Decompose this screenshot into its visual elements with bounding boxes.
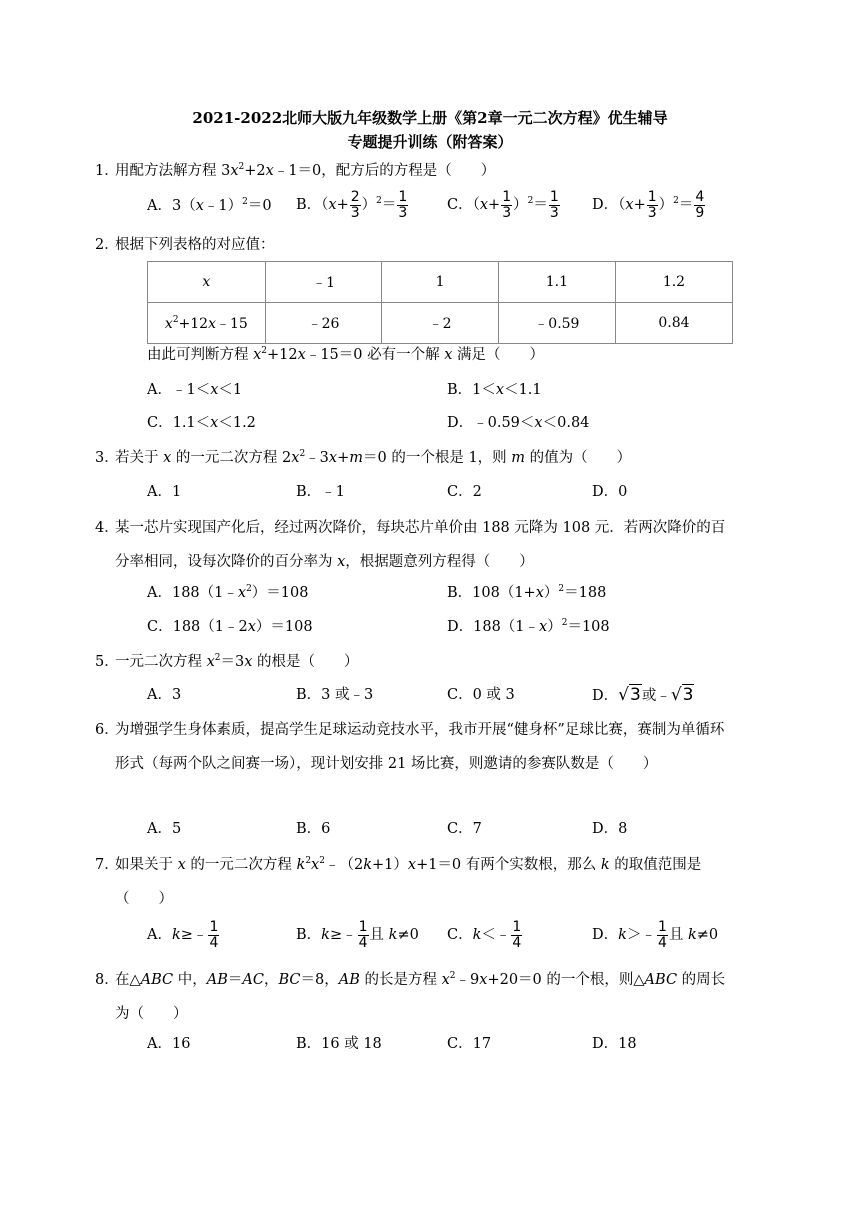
table-cell: $x^2+12x﹣15$: [148, 303, 266, 344]
value-table: [147, 261, 733, 344]
table-cell: 1.1: [498, 262, 615, 303]
q2-option-a[interactable]: A．﹣1＜x＜1: [147, 382, 243, 398]
q6-option-b[interactable]: B．6: [296, 821, 331, 837]
question-3-stem: 若关于 x 的一元二次方程 $2x^2﹣3x+m=0$ 的一个根是 1，则 m 的值为（ ）: [115, 449, 632, 466]
q6-option-d[interactable]: D．8: [592, 821, 628, 837]
q3-option-a[interactable]: A．1: [147, 484, 182, 500]
page-title: 2021-2022北师大版九年级数学上册《第2章一元二次方程》优生辅导: [192, 109, 668, 127]
question-number: 7．: [95, 857, 119, 873]
table-cell: ﹣0.59: [498, 303, 615, 344]
sqrt-symbol: √3: [618, 685, 641, 705]
question-2-stem: 根据下列表格的对应值：: [115, 237, 275, 253]
question-2-follow: 由此可判断方程 $x^2+12x﹣15=0$ 必有一个解 x 满足（ ）: [147, 346, 545, 363]
q6-option-a[interactable]: A．5: [147, 821, 182, 837]
q4-option-b[interactable]: B．$108(1+x)^2=188$: [447, 584, 607, 601]
q3-option-c[interactable]: C．2: [447, 484, 482, 500]
table-cell: ﹣1: [265, 262, 382, 303]
q7-option-c[interactable]: C．k＜﹣ $\frac{1}{4}$: [447, 918, 522, 951]
q7-option-d[interactable]: D．k＞﹣ $\frac{1}{4}$ 且 k≠0: [592, 918, 719, 951]
table-row: [148, 262, 733, 303]
question-3: [95, 441, 735, 475]
table-row: [148, 303, 733, 344]
q8-option-d[interactable]: D．18: [592, 1036, 637, 1052]
q8-option-b[interactable]: B．16 或 18: [296, 1036, 382, 1052]
table-cell: x: [148, 262, 266, 303]
table-cell: 0.84: [615, 303, 732, 344]
q5-option-b[interactable]: B．3 或﹣3: [296, 687, 374, 703]
q5-option-c[interactable]: C．0 或 3: [447, 687, 515, 703]
q3-option-d[interactable]: D．0: [592, 484, 628, 500]
q7-option-a[interactable]: A．k≥﹣ $\frac{1}{4}$: [147, 918, 219, 951]
question-6-stem: 为增强学生身体素质，提高学生足球运动竞技水平，我市开展“健身杯”足球比赛，赛制为单循环形式（每两个队之间赛一场），现计划安排 21 场比赛，则邀请的参赛队数是（ ）: [115, 722, 725, 772]
question-number: 6．: [95, 722, 119, 738]
q2-option-c[interactable]: C．1.1＜x＜1.2: [147, 415, 256, 431]
q8-option-c[interactable]: C．17: [447, 1036, 492, 1052]
question-4: [95, 511, 735, 579]
table-cell: ﹣2: [382, 303, 498, 344]
q5-option-a[interactable]: A．3: [147, 687, 182, 703]
q2-option-b[interactable]: B．1＜x＜1.1: [447, 382, 542, 398]
question-5: [95, 645, 735, 679]
question-number: 4．: [95, 520, 119, 536]
q8-option-a[interactable]: A．16: [147, 1036, 191, 1052]
q1-option-d[interactable]: D．（x+ $\frac{1}{3}$ ）$^2$＝ $\frac{4}{9}$: [592, 188, 705, 221]
question-4-stem: 某一芯片实现国产化后，经过两次降价，每块芯片单价由 188 元降为 108 元．若两次降价的百分率相同，设每次降价的百分率为 x，根据题意列方程得（ ）: [115, 520, 726, 570]
question-5-stem: 一元二次方程 $x^2=3x$ 的根是（ ）: [115, 653, 359, 670]
sqrt-symbol: √3: [670, 685, 694, 705]
question-number: 8．: [95, 972, 119, 988]
q2-option-d[interactable]: D．﹣0.59＜x＜0.84: [447, 415, 590, 431]
q1-option-c[interactable]: C．（x+ $\frac{1}{3}$ ）$^2$＝ $\frac{1}{3}$: [447, 188, 559, 221]
question-1-stem: 用配方法解方程 $3x^2+2x﹣1=0$，配方后的方程是（ ）: [115, 162, 496, 179]
question-1: [95, 154, 735, 188]
question-number: 2．: [95, 237, 119, 253]
question-8: [95, 963, 735, 1031]
q3-option-b[interactable]: B．﹣1: [296, 484, 345, 500]
table-cell: ﹣26: [265, 303, 382, 344]
q7-option-b[interactable]: B．k≥﹣ $\frac{1}{4}$ 且 k≠0: [296, 918, 419, 951]
q4-option-d[interactable]: D．188（1﹣x）$^2$＝108: [447, 618, 610, 635]
page-subtitle: 专题提升训练（附答案）: [347, 133, 513, 151]
question-7-stem: 如果关于 x 的一元二次方程 $k^2x^2﹣(2k+1)x+1=0$ 有两个实数根，那么 k 的取值范围是（ ）: [115, 856, 702, 907]
question-number: 5．: [95, 654, 119, 670]
q4-option-a[interactable]: A．$188(1﹣x^2)=108$: [147, 584, 309, 601]
question-number: 1．: [95, 163, 119, 179]
question-2: [95, 228, 735, 262]
question-number: 3．: [95, 450, 119, 466]
question-7: [95, 848, 735, 916]
q1-option-a[interactable]: A．3（x﹣1）$^2$＝0: [147, 197, 272, 214]
q4-option-c[interactable]: C．188（1﹣2x）＝108: [147, 619, 313, 635]
q1-option-b[interactable]: B．（x+ $\frac{2}{3}$ ）$^2$＝ $\frac{1}{3}$: [296, 188, 408, 221]
table-cell: 1: [382, 262, 498, 303]
question-6: [95, 713, 735, 781]
question-8-stem: 在△ABC 中，AB＝AC，BC＝8，AB 的长是方程 $x^2﹣9x+20=0$ 的一个根，则△ABC 的周长为（ ）: [115, 971, 726, 1022]
q6-option-c[interactable]: C．7: [447, 821, 482, 837]
table-cell: 1.2: [615, 262, 732, 303]
q5-option-d[interactable]: D．√3或﹣√3: [592, 685, 694, 705]
